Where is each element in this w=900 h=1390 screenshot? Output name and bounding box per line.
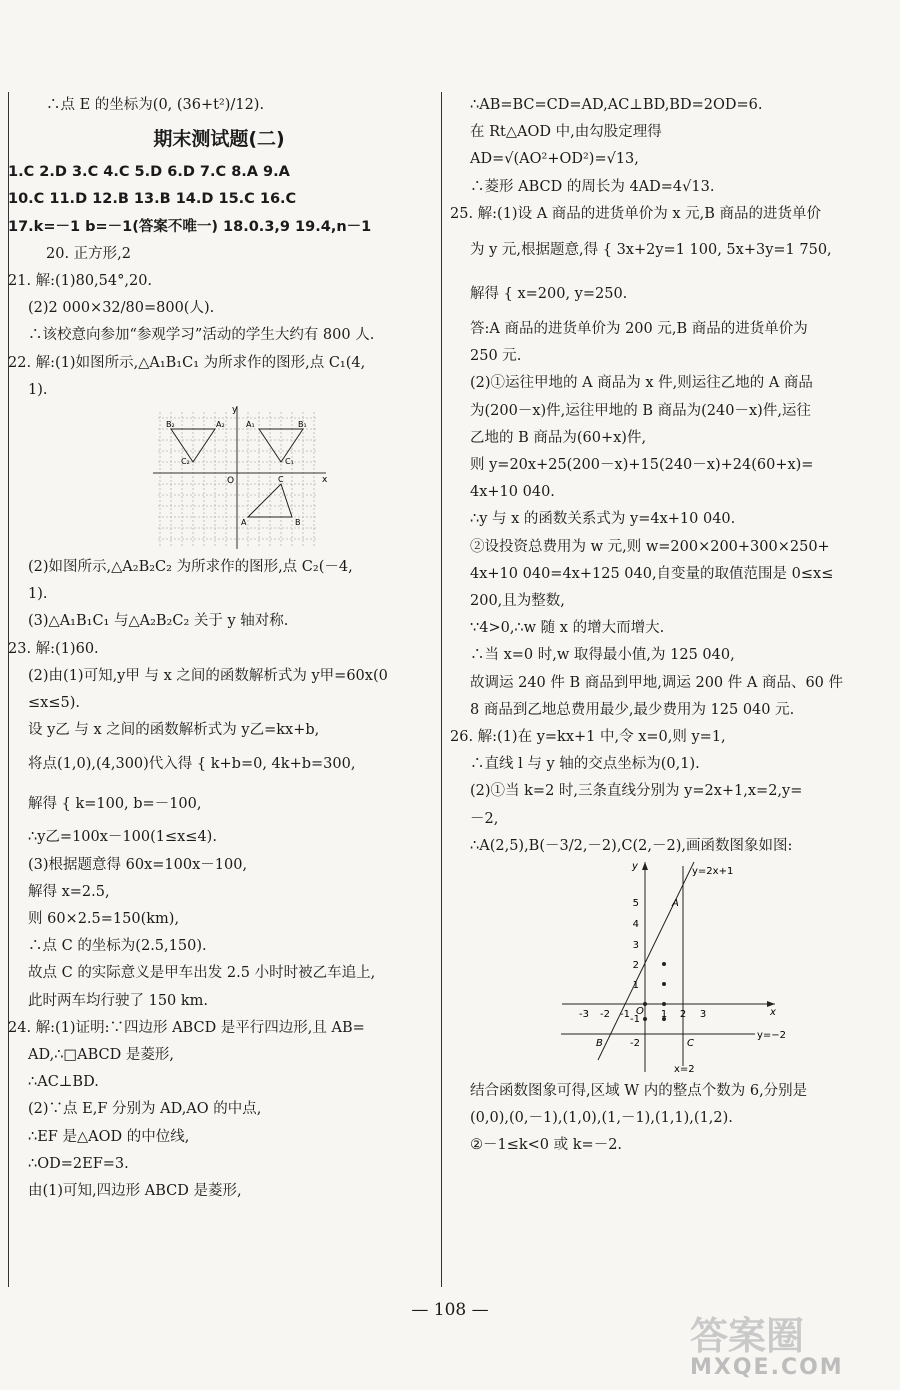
q24-line: ∴OD=2EF=3.: [28, 1155, 129, 1172]
q24-cont-line: AD=√(AO²+OD²)=√13,: [470, 151, 639, 168]
q25-line: (2)①运往甲地的 A 商品为 x 件,则运往乙地的 A 商品: [470, 375, 813, 392]
y-tick: 4: [632, 919, 639, 931]
point-b1-label: B₁: [298, 420, 307, 430]
origin-label: O: [227, 476, 235, 487]
x-tick: -2: [600, 1009, 610, 1021]
q25-line: ∵4>0,∴w 随 x 的增大而增大.: [470, 620, 665, 637]
left-column: [8, 92, 430, 1205]
point-c2-label: C₂: [181, 457, 190, 467]
point-b2-label: B₂: [166, 420, 175, 430]
q23-line: 故点 C 的实际意义是甲车出发 2.5 小时时被乙车追上,: [28, 965, 376, 982]
point-c-label: C: [278, 475, 284, 485]
q23-line: 此时两车均行驶了 150 km.: [28, 992, 209, 1009]
line-label-y2x1: y=2x+1: [692, 866, 734, 878]
q26-line: ②－1≤k<0 或 k=－2.: [470, 1137, 623, 1154]
answers-row-4: 20. 正方形,2: [46, 245, 132, 262]
watermark: [690, 1305, 890, 1385]
q25-line: 解得 { x=200, y=250.: [470, 286, 628, 303]
point-a-label: A: [241, 518, 247, 528]
watermark-site: MXQE.COM: [690, 1355, 844, 1380]
axis-y-label: y: [232, 405, 238, 416]
q23-line: (3)根据题意得 60x=100x－100,: [28, 856, 248, 873]
point-c1-label: C₁: [285, 457, 294, 467]
y-tick: 3: [632, 940, 639, 952]
q24-line: AD,∴□ABCD 是菱形,: [28, 1047, 174, 1064]
x-tick: -3: [579, 1009, 589, 1021]
q23-line: ∴点 C 的坐标为(2.5,150).: [28, 938, 207, 955]
x-tick: 3: [699, 1009, 707, 1021]
y-tick: 5: [632, 898, 639, 910]
q26-line: (2)①当 k=2 时,三条直线分别为 y=2x+1,x=2,y=: [470, 783, 803, 800]
q25-line: 8 商品到乙地总费用最少,最少费用为 125 040 元.: [470, 701, 795, 718]
q23-line: (2)由(1)可知,y甲 与 x 之间的函数解析式为 y甲=60x(0: [28, 667, 388, 684]
q25-line: 25. 解:(1)设 A 商品的进货单价为 x 元,B 商品的进货单价: [450, 205, 822, 222]
column-divider: [441, 92, 442, 1287]
q22-line: (2)如图所示,△A₂B₂C₂ 为所求作的图形,点 C₂(－4,: [28, 559, 353, 576]
section-title: 期末测试题(二): [153, 128, 285, 151]
right-column: [450, 92, 870, 1160]
point-a-label: A: [672, 898, 679, 910]
q25-line: 为 y 元,根据题意,得 { 3x+2y=1 100, 5x+3y=1 750,: [470, 242, 832, 259]
q23-line: 解得 { k=100, b=－100,: [28, 796, 202, 813]
q25-line: 则 y=20x+25(200－x)+15(240－x)+24(60+x)=: [470, 457, 814, 474]
q26-line: 26. 解:(1)在 y=kx+1 中,令 x=0,则 y=1,: [450, 729, 726, 746]
point-e-line: ∴点 E 的坐标为(0, (36+t²)/12).: [46, 97, 265, 113]
q23-line: ≤x≤5).: [28, 695, 80, 712]
q24-cont-line: ∴菱形 ABCD 的周长为 4AD=4√13.: [470, 178, 715, 195]
point-c-label: C: [687, 1038, 694, 1050]
line-label-y-2: y=−2: [757, 1030, 787, 1042]
point-b-label: B: [596, 1038, 603, 1050]
answers-row-1: 1.C 2.D 3.C 4.C 5.D 6.D 7.C 8.A 9.A: [8, 164, 290, 181]
q22-line: (3)△A₁B₁C₁ 与△A₂B₂C₂ 关于 y 轴对称.: [28, 613, 289, 630]
y-tick: 1: [632, 980, 639, 992]
q24-cont-line: ∴AB=BC=CD=AD,AC⊥BD,BD=2OD=6.: [470, 97, 763, 113]
q22-line: 1).: [28, 586, 48, 603]
q21-line: (2)2 000×32/80=800(人).: [28, 300, 215, 317]
q25-line: 250 元.: [470, 348, 522, 365]
q26-line: 结合函数图象可得,区域 W 内的整点个数为 6,分别是: [470, 1083, 808, 1100]
answers-row-3: 17.k=－1 b=－1(答案不唯一) 18.0.3,9 19.4,n－1: [8, 218, 372, 235]
q24-cont-line: 在 Rt△AOD 中,由勾股定理得: [470, 124, 662, 141]
function-graph: [450, 860, 870, 1078]
origin-label: O: [636, 1006, 644, 1018]
page-number: — 108 —: [411, 1300, 489, 1320]
q25-line: 200,且为整数,: [470, 593, 565, 610]
point-a1-label: A₁: [246, 420, 255, 430]
q21-line: ∴该校意向参加“参观学习”活动的学生大约有 800 人.: [28, 327, 375, 344]
q24-line: 由(1)可知,四边形 ABCD 是菱形,: [28, 1183, 242, 1200]
q22-line: 1).: [28, 381, 48, 398]
x-tick: 1: [660, 1009, 668, 1021]
q21-line: 21. 解:(1)80,54°,20.: [8, 273, 153, 290]
q25-line: ②设投资总费用为 w 元,则 w=200×200+300×250+: [470, 538, 830, 555]
q23-line: 则 60×2.5=150(km),: [28, 911, 180, 928]
q23-line: 解得 x=2.5,: [28, 883, 110, 900]
q23-line: 设 y乙 与 x 之间的函数解析式为 y乙=kx+b,: [28, 722, 320, 739]
q26-line: －2,: [470, 810, 499, 827]
x-tick: 2: [679, 1009, 687, 1021]
q24-line: (2)∵点 E,F 分别为 AD,AO 的中点,: [28, 1101, 262, 1118]
q25-line: ∴当 x=0 时,w 取得最小值,为 125 040,: [470, 647, 735, 664]
point-a2-label: A₂: [216, 420, 225, 430]
q25-line: 乙地的 B 商品为(60+x)件,: [470, 429, 647, 446]
axis-x-label: x: [322, 475, 328, 486]
q25-line: ∴y 与 x 的函数关系式为 y=4x+10 040.: [470, 511, 736, 528]
grid-figure: [8, 404, 430, 554]
y-tick: -1: [630, 1014, 640, 1026]
q24-line: ∴AC⊥BD.: [28, 1074, 99, 1091]
q25-line: 4x+10 040=4x+125 040,自变量的取值范围是 0≤x≤: [470, 565, 834, 582]
q22-line: 22. 解:(1)如图所示,△A₁B₁C₁ 为所求作的图形,点 C₁(4,: [8, 354, 366, 371]
axis-x-label: x: [770, 1007, 776, 1019]
q24-line: ∴EF 是△AOD 的中位线,: [28, 1128, 190, 1145]
q26-line: (0,0),(0,－1),(1,0),(1,－1),(1,1),(1,2).: [470, 1110, 733, 1127]
line-label-x2: x=2: [674, 1064, 695, 1076]
q26-line: ∴A(2,5),B(－3/2,－2),C(2,－2),画函数图象如图:: [470, 837, 793, 854]
q25-line: 4x+10 040.: [470, 484, 555, 501]
axis-y-label: y: [632, 861, 638, 873]
q25-line: 为(200－x)件,运往甲地的 B 商品为(240－x)件,运往: [470, 402, 811, 419]
q24-line: 24. 解:(1)证明:∵四边形 ABCD 是平行四边形,且 AB=: [8, 1019, 365, 1036]
y-tick: 2: [632, 960, 639, 972]
q23-line: 23. 解:(1)60.: [8, 640, 99, 657]
q26-line: ∴直线 l 与 y 轴的交点坐标为(0,1).: [470, 756, 700, 773]
q23-line: 将点(1,0),(4,300)代入得 { k+b=0, 4k+b=300,: [28, 756, 356, 773]
q23-line: ∴y乙=100x－100(1≤x≤4).: [28, 829, 217, 846]
watermark-logo: 答案圈: [690, 1314, 805, 1358]
y-tick: -2: [630, 1038, 640, 1050]
x-tick: -1: [620, 1009, 630, 1021]
point-b-label: B: [295, 518, 301, 528]
q25-line: 答:A 商品的进货单价为 200 元,B 商品的进货单价为: [470, 321, 808, 338]
q25-line: 故调运 240 件 B 商品到甲地,调运 200 件 A 商品、60 件: [470, 674, 844, 691]
answers-row-2: 10.C 11.D 12.B 13.B 14.D 15.C 16.C: [8, 191, 297, 208]
